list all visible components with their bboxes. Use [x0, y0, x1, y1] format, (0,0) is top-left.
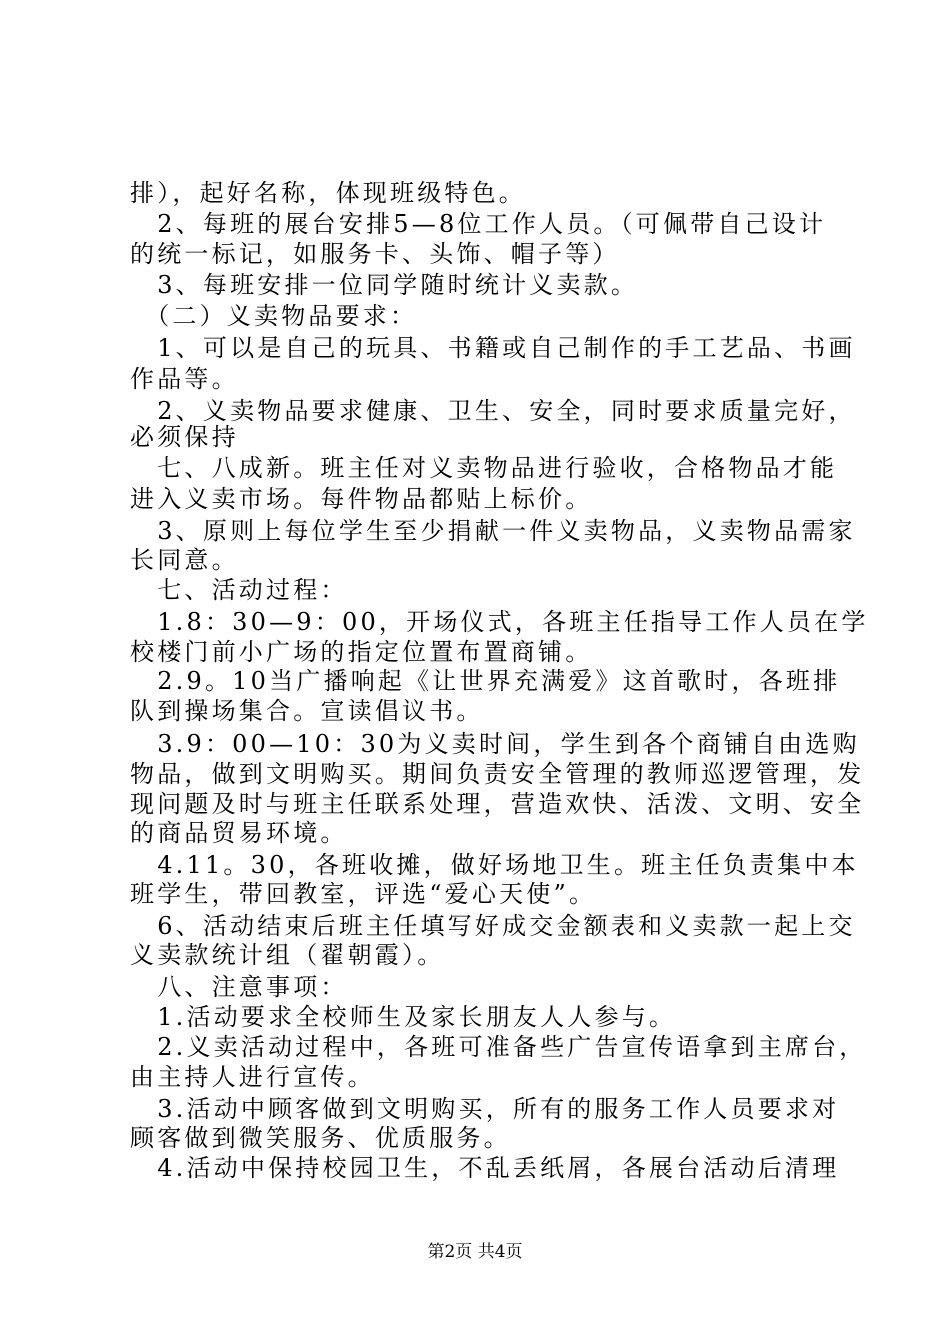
text-line: 1、可以是自己的玩具、书籍或自己制作的手工艺品、书画 [130, 334, 856, 362]
text-line: 队到操场集合。宣读倡议书。 [130, 697, 484, 725]
text-line: 排），起好名称，体现班级特色。 [130, 179, 526, 207]
text-line: 义卖款统计组（翟朝霞）。 [130, 941, 445, 969]
text-line: 现问题及时与班主任联系处理，营造欢快、活泼、文明、安全 [130, 790, 865, 818]
text-line: 3.活动中顾客做到文明购买，所有的服务工作人员要求对 [130, 1095, 840, 1123]
text-line: 3、原则上每位学生至少捐献一件义卖物品，义卖物品需家 [130, 517, 856, 545]
text-line: 1.活动要求全校师生及家长朋友人人参与。 [130, 1003, 677, 1031]
text-line: 4.活动中保持校园卫生，不乱丢纸屑，各展台活动后清理 [130, 1154, 840, 1182]
text-line: 由主持人进行宣传。 [130, 1063, 375, 1091]
text-line: 进入义卖市场。每件物品都贴上标价。 [130, 485, 593, 513]
text-line: 1.8：30—9：00，开场仪式，各班主任指导工作人员在学 [130, 608, 869, 636]
text-line: 顾客做到微笑服务、优质服务。 [130, 1124, 511, 1152]
text-line: 6、活动结束后班主任填写好成交金额表和义卖款一起上交 [130, 912, 856, 940]
text-line: 3.9：00—10：30为义卖时间，学生到各个商铺自由选购 [130, 730, 860, 758]
text-line: 长同意。 [130, 546, 239, 574]
text-line: 3、每班安排一位同学随时统计义卖款。 [130, 271, 639, 299]
text-line: 2.义卖活动过程中，各班可准备些广告宣传语拿到主席台， [130, 1033, 867, 1061]
text-line: 2.9。10当广播响起《让世界充满爱》这首歌时，各班排 [130, 667, 841, 695]
section-heading: 七、活动过程： [130, 576, 348, 604]
text-line: 班学生，带回教室，评选“爱心天使”。 [130, 880, 597, 908]
text-line: 2、义卖物品要求健康、卫生、安全，同时要求质量完好， [130, 397, 856, 425]
text-line: 七、八成新。班主任对义卖物品进行验收，合格物品才能 [130, 454, 838, 482]
text-line: 作品等。 [130, 365, 239, 393]
text-line: 物品，做到文明购买。期间负责安全管理的教师巡逻管理，发 [130, 760, 865, 788]
text-line: 2、每班的展台安排5—8位工作人员。（可佩带自己设计 [130, 210, 827, 238]
page-footer: 第2页 共4页 [427, 1242, 523, 1262]
section-heading: 八、注意事项： [130, 973, 348, 1001]
text-line: 的统一标记，如服务卡、头饰、帽子等） [130, 240, 620, 268]
text-line: 4.11。30，各班收摊，做好场地卫生。班主任负责集中本 [130, 851, 859, 879]
text-line: 必须保持 [130, 423, 239, 451]
text-line: 校楼门前小广场的指定位置布置商铺。 [130, 638, 593, 666]
text-line: 的商品贸易环境。 [130, 819, 348, 847]
section-heading: （二）义卖物品要求： [130, 302, 418, 330]
